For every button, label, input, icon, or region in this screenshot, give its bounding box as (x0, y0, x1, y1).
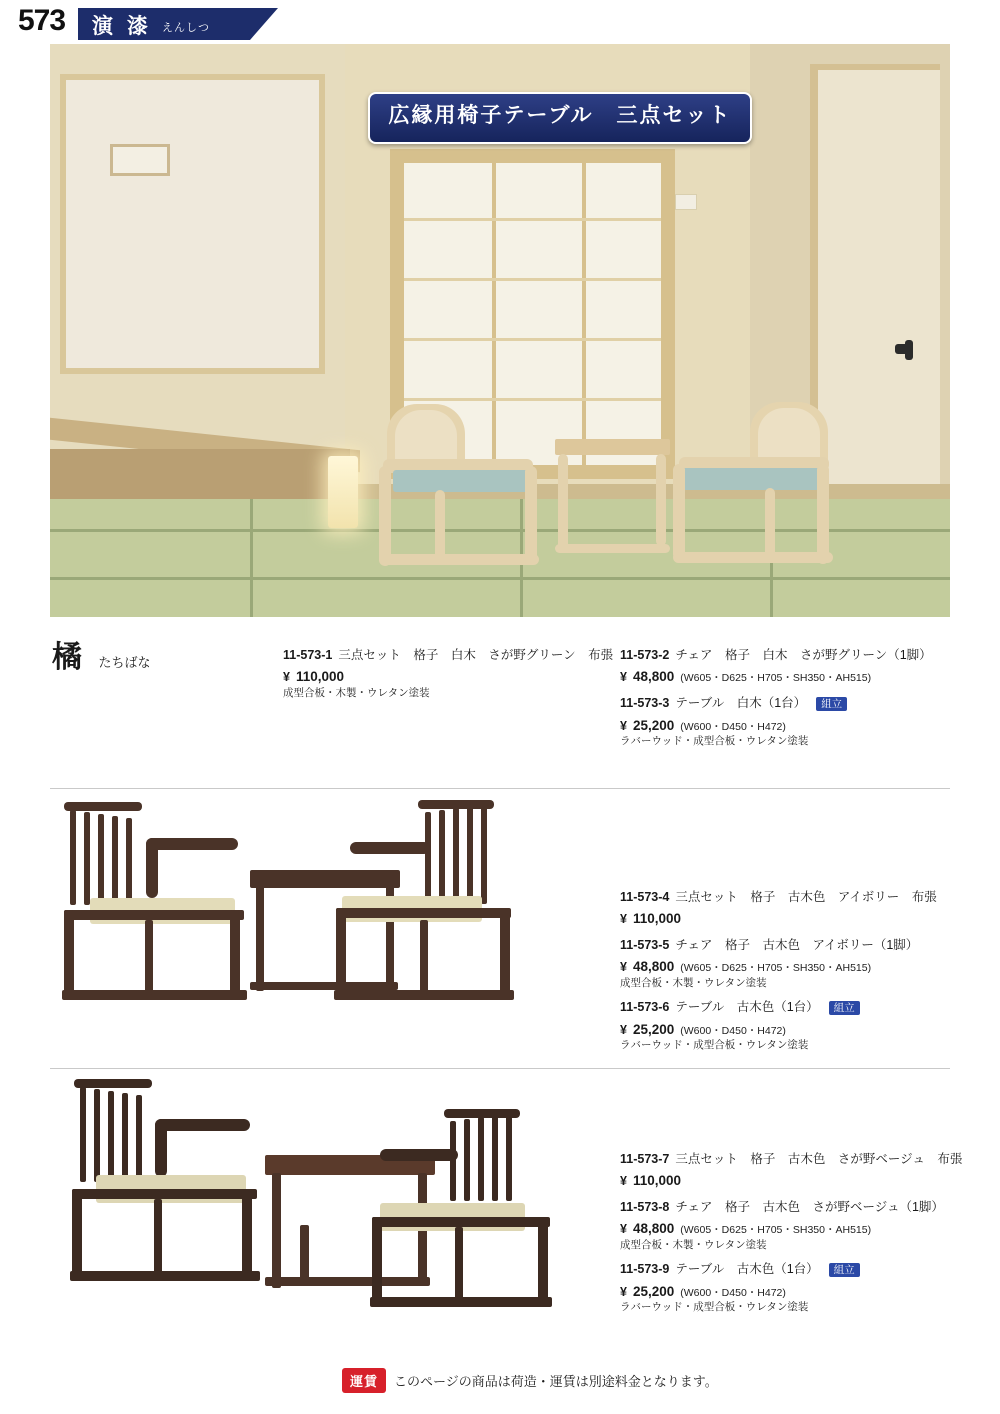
item-price: 48,800 (632, 1221, 675, 1237)
item-name: テーブル 古木色（1台） (675, 999, 819, 1014)
item-name: テーブル 古木色（1台） (675, 1261, 819, 1276)
item-dimensions: (W600・D450・H472) (680, 1024, 786, 1037)
page-number: 573 (18, 4, 66, 37)
item-name: 三点セット 格子 古木色 さが野ベージュ 布張 (675, 1152, 963, 1166)
item-price: 48,800 (632, 669, 675, 685)
category-tab-subtitle: えんしつ (162, 22, 210, 34)
item-price: 110,000 (295, 669, 345, 685)
item-material: 成型合板・木製・ウレタン塗装 (620, 976, 767, 989)
footer-note (342, 1368, 718, 1393)
item-material: ラバーウッド・成型合板・ウレタン塗装 (620, 1039, 809, 1052)
item-dimensions: (W605・D625・H705・SH350・AH515) (680, 672, 872, 685)
item-price: 25,200 (632, 1283, 675, 1299)
chair-left (375, 404, 550, 569)
item-code: 11-573-8 (620, 1199, 670, 1214)
spec-item-2 (620, 648, 980, 748)
item-price: 25,200 (632, 1021, 675, 1037)
item-material: ラバーウッド・成型合板・ウレタン塗装 (620, 735, 809, 748)
brand-block (52, 632, 150, 676)
item-dimensions: (W605・D625・H705・SH350・AH515) (680, 1224, 872, 1237)
item-code: 11-573-3 (620, 695, 670, 710)
item-dimensions: (W600・D450・H472) (680, 1286, 786, 1299)
currency-symbol: ¥ (620, 960, 627, 975)
room-wall-small-frame (110, 144, 170, 176)
currency-symbol: ¥ (620, 1284, 627, 1299)
wall-outlet (675, 194, 697, 210)
divider (50, 788, 950, 789)
item-material: ラバーウッド・成型合板・ウレタン塗装 (620, 1301, 809, 1314)
page-header (0, 0, 1000, 46)
item-code: 11-573-9 (620, 1261, 670, 1276)
currency-symbol: ¥ (620, 1022, 627, 1037)
item-dimensions: (W600・D450・H472) (680, 720, 786, 733)
item-code: 11-573-5 (620, 937, 670, 952)
spec-item-4 (620, 1152, 980, 1313)
assembly-badge: 組立 (816, 697, 847, 711)
item-code: 11-573-4 (620, 890, 670, 904)
item-name: チェア 格子 古木色 さが野ベージュ（1脚） (675, 1199, 944, 1214)
currency-symbol: ¥ (620, 912, 627, 927)
item-price: 48,800 (632, 959, 675, 975)
item-name: 三点セット 格子 古木色 アイボリー 布張 (675, 890, 937, 904)
item-dimensions: (W605・D625・H705・SH350・AH515) (680, 962, 872, 975)
spec-item-3 (620, 890, 980, 1051)
photo-banner (368, 92, 752, 144)
item-name: チェア 格子 古木色 アイボリー（1脚） (675, 937, 919, 952)
divider (50, 1068, 950, 1069)
assembly-badge: 組立 (829, 1263, 860, 1277)
room-wall-panel (60, 74, 325, 374)
floor-lamp (328, 456, 358, 528)
item-code: 11-573-2 (620, 648, 670, 662)
item-material: 成型合板・木製・ウレタン塗装 (620, 1238, 767, 1251)
photo-banner-text: 広縁用椅子テーブル 三点セット (388, 104, 732, 127)
item-price: 25,200 (632, 717, 675, 733)
item-price: 110,000 (632, 1173, 682, 1189)
item-code: 11-573-1 (283, 648, 333, 662)
item-price: 110,000 (632, 911, 682, 927)
currency-symbol: ¥ (620, 1174, 627, 1189)
item-code: 11-573-6 (620, 999, 670, 1014)
item-material: 成型合板・木製・ウレタン塗装 (283, 686, 430, 699)
table-top (555, 439, 670, 455)
item-name: 三点セット 格子 白木 さが野グリーン 布張 (338, 648, 614, 662)
assembly-badge: 組立 (829, 1001, 860, 1015)
product-photo-beige (50, 1075, 610, 1340)
product-photo-ivory (50, 800, 610, 1060)
brand-name: 橘 (52, 641, 84, 674)
door-handle-stem-icon (905, 340, 913, 360)
item-name: テーブル 白木（1台） (675, 695, 807, 710)
currency-symbol: ¥ (283, 670, 290, 685)
brand-reading: たちばな (98, 655, 151, 670)
category-tab-title: 演 漆 (92, 15, 152, 38)
currency-symbol: ¥ (620, 670, 627, 685)
chair-right (665, 402, 840, 567)
item-name: チェア 格子 白木 さが野グリーン（1脚） (675, 648, 932, 662)
freight-badge: 運賃 (342, 1368, 386, 1393)
currency-symbol: ¥ (620, 718, 627, 733)
currency-symbol: ¥ (620, 1222, 627, 1237)
main-product-photo (50, 44, 950, 617)
item-code: 11-573-7 (620, 1152, 670, 1166)
freight-note-text: このページの商品は荷造・運賃は別途料金となります。 (394, 1374, 718, 1389)
spec-item-1 (283, 648, 614, 699)
